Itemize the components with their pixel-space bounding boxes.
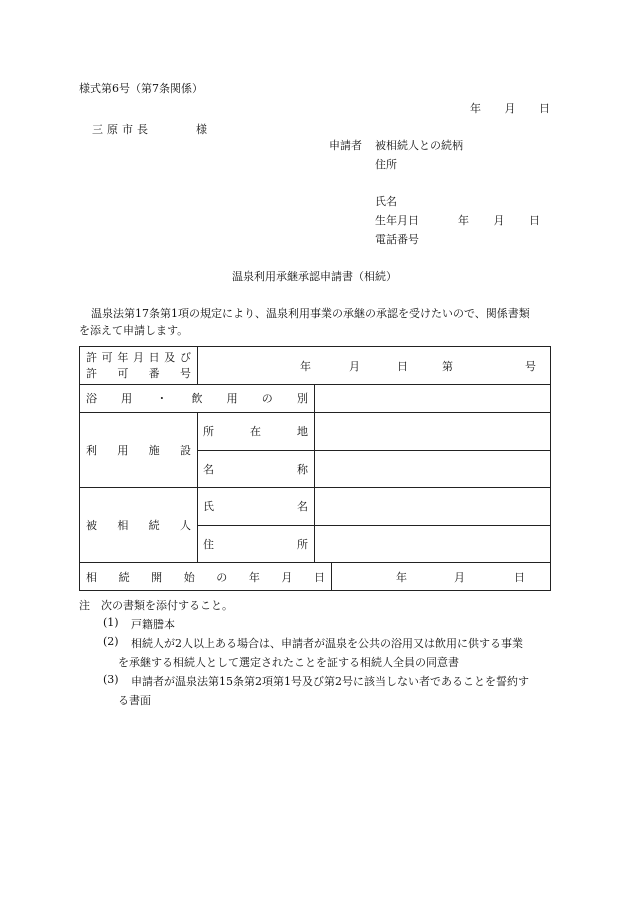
- permit-day-unit: 日: [397, 359, 408, 373]
- note-2-line1: 相続人が2人以上ある場合は、申請者が温泉を公共の浴用又は飲用に供する事業: [131, 637, 523, 650]
- date-line: [470, 100, 550, 116]
- inheritance-label: [86, 562, 325, 591]
- label-char: 利: [86, 443, 97, 457]
- birthdate-year-unit: 年: [458, 214, 469, 227]
- label-char: 浴: [86, 392, 97, 405]
- inheritance-year-unit: 年: [396, 570, 407, 584]
- label-char: 日: [313, 570, 325, 584]
- birthdate-label: 生年月日: [375, 214, 419, 227]
- label-char: 及: [164, 351, 176, 364]
- label-char: 許: [86, 351, 97, 364]
- label-char: 住: [203, 537, 214, 551]
- label-char: の: [261, 392, 273, 405]
- label-char: 別: [296, 392, 308, 405]
- birthdate-day-unit: 日: [529, 214, 540, 227]
- permit-month-unit: 月: [349, 359, 360, 373]
- document-title: 温泉利用承継承認申請書（相続）: [232, 270, 397, 283]
- label-char: 年: [248, 570, 260, 584]
- label-char: 名: [297, 500, 308, 513]
- permit-year-unit: 年: [300, 359, 311, 373]
- form-number: 様式第6号（第7条関係）: [79, 82, 203, 95]
- decedent-name-value[interactable]: [315, 487, 550, 525]
- label-char: ・: [156, 392, 168, 405]
- decedent-label: [86, 487, 191, 562]
- note-2-number: (2): [103, 635, 119, 648]
- decedent-name-label: [203, 487, 308, 525]
- addressee-name: [92, 121, 148, 137]
- label-char: 氏: [203, 500, 214, 513]
- body-text-line1: 温泉法第17条第1項の規定により、温泉利用事業の承継の承認を受けたいので、関係書類: [91, 307, 530, 320]
- label-char: 続: [118, 570, 130, 584]
- label-char: 月: [132, 351, 144, 364]
- application-table: [79, 346, 551, 591]
- label-char: 被: [86, 518, 97, 532]
- address-label: 住所: [375, 158, 397, 171]
- label-char: 飲: [191, 392, 203, 405]
- label-char: 相: [86, 570, 97, 584]
- label-char: 在: [250, 425, 261, 438]
- date-month-unit: 月: [504, 102, 516, 115]
- note-1-number: (1): [103, 616, 119, 629]
- label-char: 許: [86, 367, 97, 380]
- addressee-char: 長: [137, 123, 148, 136]
- relation-label: 被相続人との続柄: [375, 139, 463, 152]
- facility-name-value[interactable]: [315, 450, 550, 487]
- label-char: 人: [179, 518, 191, 532]
- inheritance-day-unit: 日: [514, 570, 525, 584]
- usage-label: [86, 384, 308, 412]
- date-year-unit: 年: [470, 102, 481, 115]
- applicant-label: 申請者: [329, 139, 362, 152]
- location-value[interactable]: [315, 412, 550, 450]
- name-label: 氏名: [375, 195, 397, 208]
- label-char: 用: [226, 392, 238, 405]
- label-char: 日: [148, 351, 160, 364]
- label-char: 用: [117, 443, 129, 457]
- birthdate-units: [458, 212, 540, 228]
- label-char: 称: [297, 462, 308, 476]
- birthdate-month-unit: 月: [493, 214, 505, 227]
- label-char: 地: [297, 425, 308, 438]
- location-label: [203, 412, 308, 450]
- label-char: 名: [203, 462, 214, 476]
- label-char: 可: [101, 351, 113, 364]
- note-2-line2: を承継する相続人として選定されたことを証する相続人全員の同意書: [118, 656, 459, 669]
- label-char: 月: [281, 570, 293, 584]
- label-char: 号: [179, 367, 191, 380]
- note-1-text: 戸籍謄本: [131, 618, 175, 631]
- decedent-address-value[interactable]: [315, 525, 550, 562]
- phone-label: 電話番号: [375, 233, 419, 246]
- label-char: 設: [179, 443, 191, 457]
- label-char: 続: [148, 518, 160, 532]
- note-3-line1: 申請者が温泉法第15条第2項第1号及び第2号に該当しない者であることを誓約す: [131, 675, 529, 688]
- addressee-honorific: 様: [196, 123, 207, 136]
- facility-label: [86, 412, 191, 487]
- decedent-address-label: [203, 525, 308, 562]
- addressee-char: 原: [107, 123, 118, 136]
- label-char: 所: [297, 537, 308, 551]
- note-3-line2: る書面: [118, 694, 151, 707]
- label-char: び: [179, 351, 191, 364]
- addressee-char: 市: [122, 123, 133, 136]
- label-char: 相: [117, 518, 129, 532]
- label-char: 始: [183, 570, 195, 584]
- label-char: の: [216, 570, 228, 584]
- permit-value[interactable]: [198, 347, 550, 384]
- label-char: 年: [117, 351, 129, 364]
- label-char: 可: [117, 367, 129, 380]
- inheritance-month-unit: 月: [454, 570, 465, 584]
- inheritance-date-value[interactable]: [332, 562, 550, 591]
- note-3-number: (3): [103, 673, 119, 686]
- permit-label-line1: [86, 350, 191, 364]
- label-char: 施: [148, 443, 160, 457]
- label-char: 番: [148, 367, 160, 380]
- usage-value[interactable]: [315, 384, 550, 412]
- label-char: 開: [151, 570, 163, 584]
- addressee-char: 三: [92, 123, 103, 136]
- date-day-unit: 日: [539, 102, 550, 115]
- permit-number-suffix: 号: [525, 359, 536, 373]
- label-char: 所: [203, 425, 214, 438]
- permit-label-line2: [86, 366, 191, 380]
- label-char: 用: [121, 392, 133, 405]
- facility-name-label: [203, 450, 308, 487]
- permit-number-prefix: 第: [442, 359, 453, 373]
- body-text-line2: を添えて申請します。: [79, 324, 189, 337]
- notes-intro: 注 次の書類を添付すること。: [79, 599, 233, 612]
